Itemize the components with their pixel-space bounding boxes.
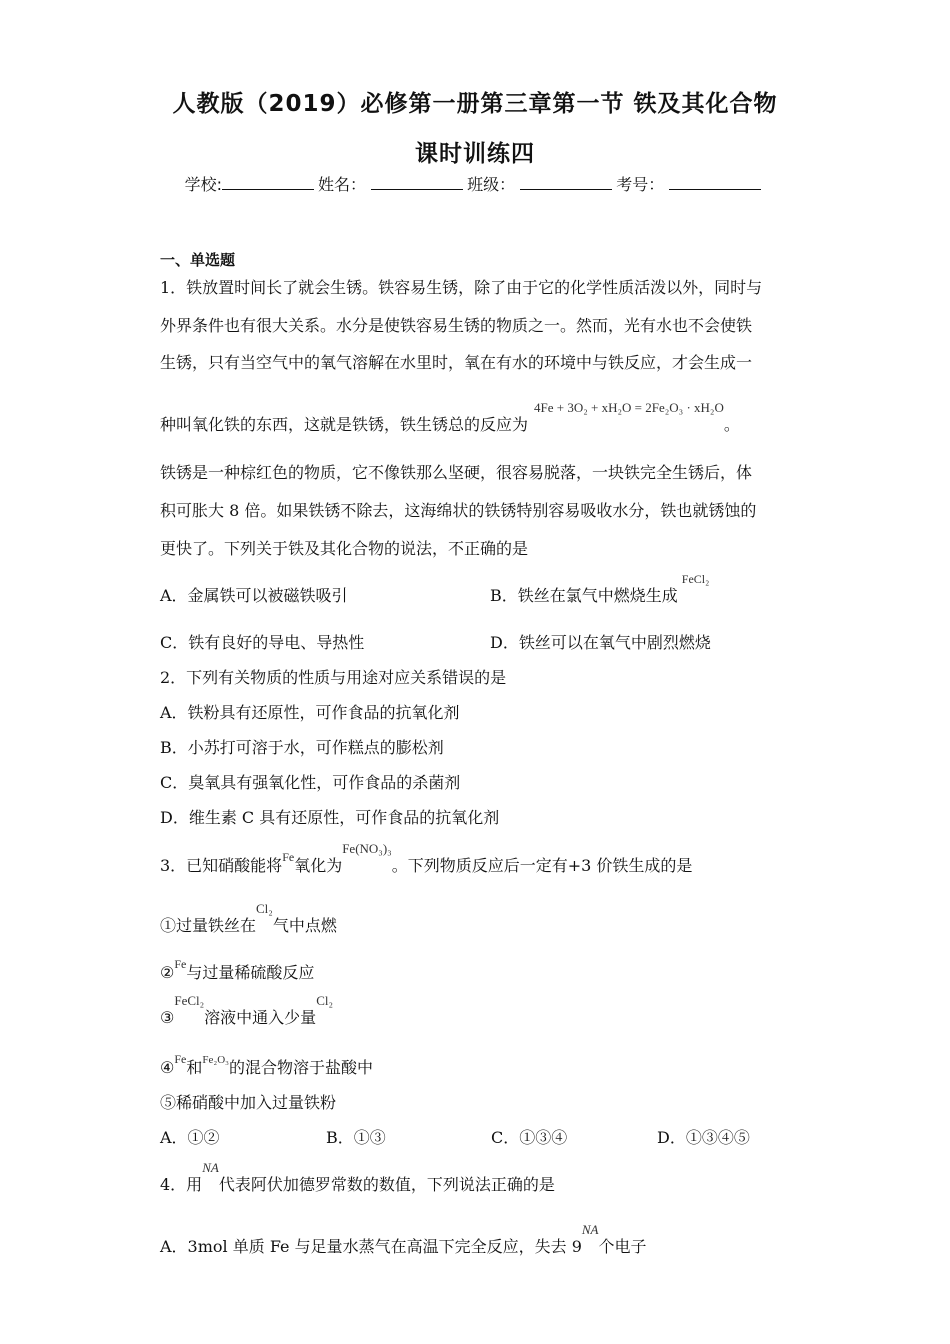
q3-item-1-a: ①过量铁丝在	[160, 916, 257, 935]
q1-line-7: 更快了。下列关于铁及其化合物的说法，不正确的是	[160, 539, 529, 558]
q1-line-4-text: 种叫氧化铁的东西，这就是铁锈，铁生锈总的反应为	[160, 415, 529, 434]
fecl2-formula-2: FeCl₂	[174, 993, 205, 1008]
cl2-formula: Cl₂	[256, 901, 273, 916]
q3-stem	[160, 841, 693, 876]
section-title: 一、单选题	[160, 251, 236, 269]
q3-item-3-b: 溶液中通入少量	[204, 1008, 317, 1027]
q3-item-4-b: 和	[186, 1058, 203, 1077]
q4-stem	[160, 1160, 555, 1195]
q3-item-4-c: 的混合物溶于盐酸中	[228, 1058, 373, 1077]
q3-item-4	[160, 1052, 373, 1078]
q4-option-a-text: A．3mol 单质 Fe 与足量水蒸气在高温下完全反应，失去 9	[160, 1237, 582, 1256]
q1-line-4-end: 。	[723, 415, 740, 434]
q1-option-d[interactable]: D．铁丝可以在氧气中剧烈燃烧	[490, 633, 711, 652]
q3-item-2	[160, 957, 315, 983]
q3-option-d[interactable]: D．①③④⑤	[657, 1128, 750, 1147]
name-field[interactable]	[371, 175, 463, 190]
q4-stem-b: 代表阿伏加德罗常数的数值，下列说法正确的是	[218, 1175, 555, 1194]
document-title: 人教版（2019）必修第一册第三章第一节 铁及其化合物	[172, 91, 778, 117]
fe-formula: Fe	[282, 850, 295, 864]
q1-line-6: 积可胀大 8 倍。如果铁锈不除去，这海绵状的铁锈特别容易吸收水分，铁也就锈蚀的	[160, 501, 757, 520]
class-label: 班级：	[467, 175, 516, 194]
fe-no3-formula: Fe(NO₃)₃	[342, 841, 392, 856]
fe2o3-formula: Fe₂O₃	[202, 1054, 229, 1066]
q3-item-5: ⑤稀硝酸中加入过量铁粉	[160, 1093, 337, 1112]
q3-item-1	[160, 901, 337, 936]
q2-option-d[interactable]: D．维生素 C 具有还原性，可作食品的抗氧化剂	[160, 808, 500, 827]
q2-stem: 2．下列有关物质的性质与用途对应关系错误的是	[160, 668, 507, 687]
avogadro-symbol: NA	[202, 1160, 219, 1175]
q3-stem-a: 3．已知硝酸能将	[160, 856, 283, 875]
school-field[interactable]	[222, 175, 314, 190]
rust-equation: 4Fe + 3O₂ + xH₂O = 2Fe₂O₃ · xH₂O	[534, 400, 724, 415]
q1-option-c[interactable]: C．铁有良好的导电、导热性	[160, 633, 365, 652]
q3-option-a[interactable]: A．①②	[160, 1128, 220, 1147]
q3-item-1-b: 气中点燃	[272, 916, 337, 935]
name-label: 姓名：	[318, 175, 367, 194]
q1-line-3: 生锈，只有当空气中的氧气溶解在水里时，氧在有水的环境中与铁反应，才会生成一	[160, 353, 753, 372]
fe-formula-2: Fe	[174, 957, 187, 971]
q2-option-c[interactable]: C．臭氧具有强氧化性，可作食品的杀菌剂	[160, 773, 461, 792]
document-subtitle: 课时训练四	[415, 141, 535, 167]
q3-item-3-a: ③	[160, 1008, 175, 1027]
q3-item-3	[160, 993, 334, 1028]
fecl2-formula: FeCl₂	[681, 572, 710, 586]
q3-option-c[interactable]: C．①③④	[491, 1128, 568, 1147]
q2-option-a[interactable]: A．铁粉具有还原性，可作食品的抗氧化剂	[160, 703, 460, 722]
q3-item-4-a: ④	[160, 1058, 175, 1077]
q3-stem-b: 氧化为	[294, 856, 343, 875]
q1-option-b-text: B．铁丝在氯气中燃烧生成	[490, 586, 678, 605]
q1-line-1: 1．铁放置时间长了就会生锈。铁容易生锈，除了由于它的化学性质活泼以外，同时与	[160, 278, 763, 297]
q3-stem-c: 。下列物质反应后一定有+3 价铁生成的是	[391, 856, 693, 875]
class-field[interactable]	[520, 175, 612, 190]
q1-line-5: 铁锈是一种棕红色的物质，它不像铁那么坚硬，很容易脱落，一块铁完全生锈后，体	[160, 463, 753, 482]
q1-line-2: 外界条件也有很大关系。水分是使铁容易生锈的物质之一。然而，光有水也不会使铁	[160, 316, 753, 335]
q2-option-b[interactable]: B．小苏打可溶于水，可作糕点的膨松剂	[160, 738, 444, 757]
q4-option-a[interactable]	[160, 1222, 647, 1257]
q1-option-b[interactable]	[490, 572, 710, 606]
q1-option-a[interactable]: A．金属铁可以被磁铁吸引	[160, 586, 348, 605]
avogadro-symbol-2: NA	[581, 1222, 599, 1237]
student-info-row	[0, 172, 950, 195]
number-field[interactable]	[669, 175, 761, 190]
q3-item-2-b: 与过量稀硫酸反应	[186, 963, 315, 982]
q4-stem-a: 4．用	[160, 1175, 203, 1194]
number-label: 考号：	[616, 175, 665, 194]
fe-formula-3: Fe	[174, 1052, 187, 1066]
q3-item-2-a: ②	[160, 963, 175, 982]
q4-option-a-end: 个电子	[598, 1237, 647, 1256]
cl2-formula-2: Cl₂	[316, 993, 334, 1008]
school-label: 学校:	[184, 175, 223, 194]
q3-option-b[interactable]: B．①③	[326, 1128, 386, 1147]
